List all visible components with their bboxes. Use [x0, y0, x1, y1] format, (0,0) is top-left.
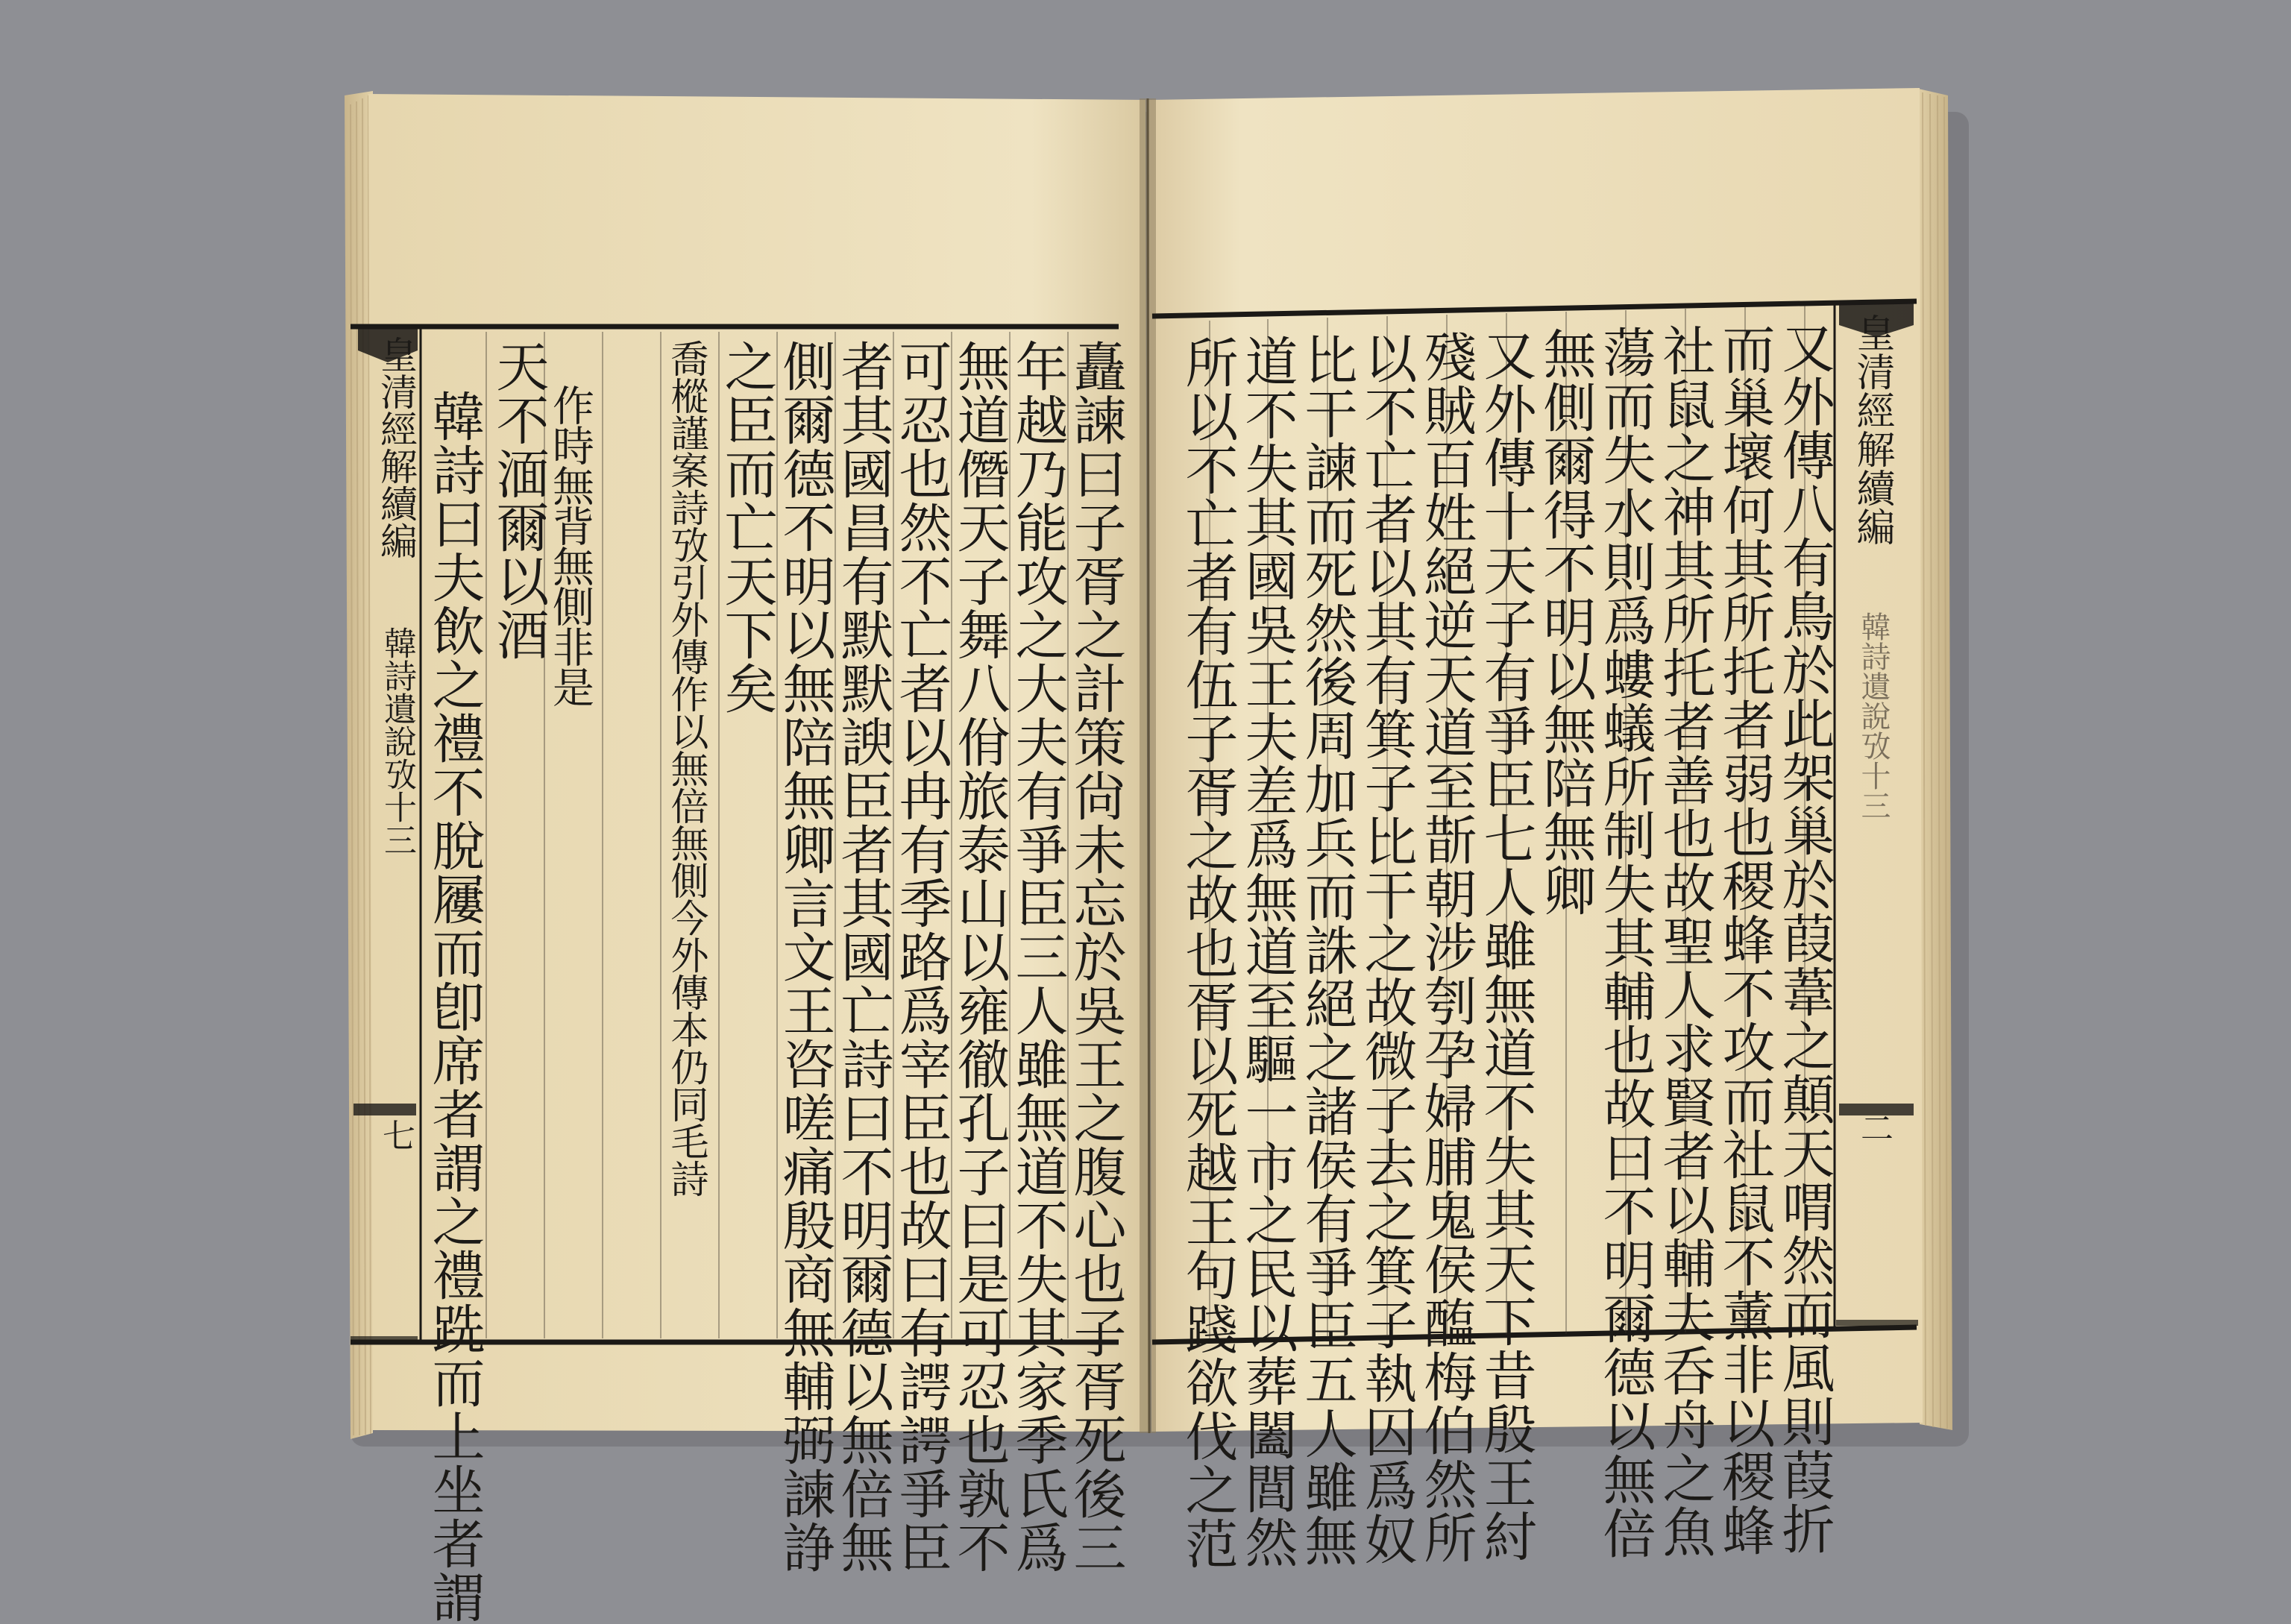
right-col-6: 又外傳十天子有爭臣七人雖無道不失其天下昔殷王紂 [1475, 328, 1537, 1563]
left-col-9-note: 作時無背無側非是 [546, 384, 594, 706]
left-col-5: 者其國昌有默默諛臣者其國亡詩曰不明爾德以無倍無 [832, 339, 894, 1574]
right-col-5: 無側爾得不明以無陪無卿 [1535, 327, 1597, 917]
left-col-2: 年越乃能攻之大夫有爭臣三人雖無道不失其家季氏爲 [1007, 339, 1069, 1574]
left-col-6: 側爾德不明以無陪無卿言文王咨嗟痛殷商無輔弼諫諍 [774, 339, 836, 1574]
right-col-9: 比干諫而死然後周加兵而誅絕之諸侯有爭臣五人雖無 [1296, 333, 1358, 1567]
left-col-11: 韓詩曰夫飲之禮不脫屨而卽席者謂之禮跣而上坐者謂 [424, 389, 485, 1624]
left-col-7: 之臣而亡天下矣 [716, 339, 778, 715]
right-col-1: 又外傳八有鳥於此架巢於葭葦之顛天喟然而風則葭折 [1773, 321, 1835, 1555]
right-col-10: 道不失其國吳王夫差爲無道至驅一市之民以葬闔閭然 [1236, 334, 1298, 1569]
right-margin-title: 皇清經解續編 [1850, 313, 1894, 546]
right-col-3: 社鼠之神其所托者善也故聖人求賢者以輔夫呑舟之魚 [1654, 324, 1716, 1558]
right-col-8: 以不亡者以其有箕子比干之故微子去之箕子執囚爲奴 [1356, 331, 1418, 1566]
right-col-11: 所以不亡者有伍子胥之故也胥以死越王句踐欲伐之范 [1177, 336, 1239, 1570]
right-margin-section: 韓詩遺說攷十三 [1856, 611, 1891, 820]
left-margin-title: 皇清經解續編 [374, 336, 418, 559]
right-col-4: 蕩而失水則爲螻蟻所制失其輔也故曰不明爾德以無倍 [1594, 325, 1656, 1560]
right-col-7: 殘賊百姓絕逆天道至斮朝涉刳孕婦脯鬼侯醢梅伯然所 [1415, 330, 1477, 1564]
right-col-2: 而巢壞何其所托者弱也稷蜂不攻而社鼠不薰非以稷蜂 [1714, 322, 1776, 1557]
left-col-8-note: 喬樅謹案詩攷引外傳作以無倍無側今外傳本仍同毛詩 [664, 339, 708, 1197]
right-margin-page: 二 [1855, 1111, 1893, 1144]
left-margin-page: 七 [377, 1118, 415, 1151]
left-col-1: 矗諫曰子胥之計策尙未忘於吳王之腹心也子胥死後三 [1065, 339, 1127, 1574]
left-col-4: 可忍也然不亡者以冉有季路爲宰臣也故曰有諤諤爭臣 [890, 339, 952, 1574]
left-col-3: 無道僭天子舞八佾旅泰山以雍徹孔子曰是可忍也孰不 [949, 339, 1011, 1574]
left-col-10: 天不湎爾以酒 [488, 339, 550, 661]
left-margin-section: 韓詩遺說攷十三 [378, 626, 416, 856]
